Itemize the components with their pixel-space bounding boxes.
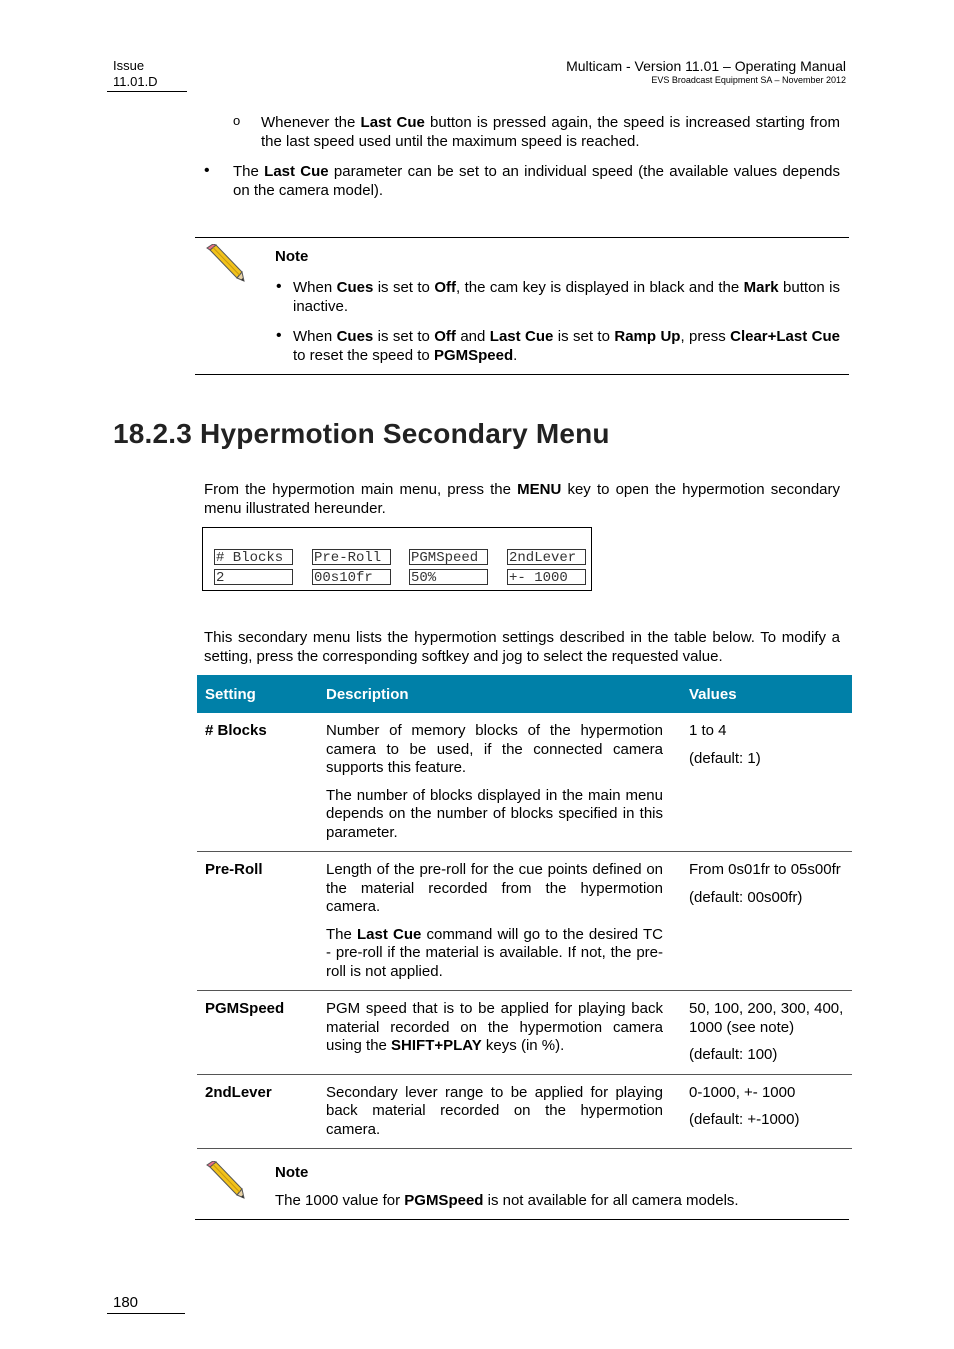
menu-value-blocks: 2 bbox=[214, 569, 293, 585]
text-run: When bbox=[293, 328, 337, 345]
bullet-marker: • bbox=[204, 162, 210, 179]
text-bold: MENU bbox=[517, 481, 562, 498]
menu-label-preroll: Pre-Roll bbox=[312, 549, 391, 565]
note-title: Note bbox=[275, 1164, 309, 1181]
text-run: to reset the speed to bbox=[293, 346, 434, 364]
setting-name: Pre-Roll bbox=[197, 852, 318, 991]
table-intro-paragraph: This secondary menu lists the hypermotion settings described in the table below. To modify a setting, press the corresponding softkey and jog to select the requested value. bbox=[204, 629, 840, 665]
text-run: command will go to the desired TC - pre-roll if the material is available. If not, the pre-roll is not applied. bbox=[326, 925, 663, 980]
document-subtitle: EVS Broadcast Equipment SA – November 2012 bbox=[651, 75, 846, 85]
pencil-icon bbox=[204, 244, 246, 282]
setting-values bbox=[681, 713, 852, 852]
text-bold: Last Cue bbox=[357, 925, 422, 943]
table-row bbox=[197, 852, 852, 991]
text-bold: SHIFT+PLAY bbox=[391, 1037, 482, 1054]
issue-label: Issue bbox=[113, 58, 145, 73]
text-run: The bbox=[326, 925, 357, 943]
setting-description bbox=[318, 991, 681, 1075]
description-text bbox=[326, 926, 663, 982]
note-item-2 bbox=[293, 328, 840, 365]
settings-table bbox=[197, 675, 852, 1149]
menu-value-preroll: 00s10fr bbox=[312, 569, 391, 585]
section-intro-paragraph bbox=[204, 481, 840, 518]
text-run: button is inactive. bbox=[293, 279, 841, 315]
text-run: PGM speed that is to be applied for playing back material recorded on the hypermotion camera using the bbox=[326, 1000, 663, 1054]
default-value: (default: +-1000) bbox=[689, 1111, 800, 1128]
text-run: , press bbox=[680, 328, 731, 345]
menu-label-pgmspeed: PGMSpeed bbox=[409, 549, 488, 565]
text-bold: Cues bbox=[336, 328, 374, 345]
description-text: Length of the pre-roll for the cue points defined on the material recorded from the hypermotion camera. bbox=[326, 861, 663, 915]
text-bold: PGMSpeed bbox=[404, 1192, 484, 1209]
sub-bullet-marker: o bbox=[233, 113, 241, 128]
document-title-block bbox=[566, 58, 846, 86]
text-run: is not available for all camera models. bbox=[483, 1192, 739, 1209]
header-setting: Setting bbox=[197, 675, 318, 713]
text-bold: Last Cue bbox=[489, 328, 554, 345]
setting-values bbox=[681, 1074, 852, 1149]
sub-bullet-text bbox=[261, 114, 840, 151]
header-divider bbox=[107, 91, 187, 92]
table-header-row bbox=[197, 675, 852, 713]
description-text bbox=[326, 1000, 663, 1056]
table-row bbox=[197, 1074, 852, 1149]
values-text: From 0s01fr to 05s00fr bbox=[689, 861, 841, 878]
menu-value-2ndlever: +- 1000 bbox=[507, 569, 586, 585]
description-text: Secondary lever range to be applied for playing back material recorded on the hypermotion camera. bbox=[326, 1083, 663, 1138]
bullet-text bbox=[233, 163, 840, 200]
header-values: Values bbox=[681, 675, 852, 713]
text-run: The bbox=[233, 163, 265, 180]
values-text: 50, 100, 200, 300, 400, 1000 (see note) bbox=[689, 1000, 844, 1036]
setting-name: # Blocks bbox=[197, 713, 318, 852]
text-run: button is pressed again, the speed is increased starting from the last speed used until the maximum speed is reached. bbox=[261, 114, 840, 150]
footer-divider bbox=[107, 1313, 185, 1314]
pencil-icon bbox=[204, 1161, 246, 1199]
text-bold: Clear+Last Cue bbox=[730, 328, 840, 345]
text-bold: Cues bbox=[336, 279, 374, 296]
text-run: parameter can be set to an individual speed (the available values depends on the camera model). bbox=[233, 163, 841, 199]
description-text: Number of memory blocks of the hypermotion camera to be used, if the connected camera supports this feature. bbox=[326, 722, 663, 776]
note-title: Note bbox=[275, 248, 309, 265]
section-heading: 18.2.3 Hypermotion Secondary Menu bbox=[113, 418, 610, 449]
text-run: is set to bbox=[373, 328, 435, 345]
setting-values bbox=[681, 852, 852, 991]
text-run: When bbox=[293, 279, 337, 296]
text-run: and bbox=[455, 328, 490, 345]
text-bold: PGMSpeed bbox=[433, 346, 514, 364]
default-value: (default: 100) bbox=[689, 1046, 778, 1063]
note-bottom-rule bbox=[195, 374, 849, 375]
text-bold: Ramp Up bbox=[614, 328, 681, 345]
note-top-rule bbox=[195, 237, 849, 238]
note-item-1 bbox=[293, 279, 840, 316]
header-description: Description bbox=[318, 675, 681, 713]
text-bold: Off bbox=[434, 328, 456, 345]
issue-number: 11.01.D bbox=[113, 74, 158, 89]
text-run: is set to bbox=[553, 328, 615, 345]
page-number: 180 bbox=[113, 1294, 139, 1311]
table-row bbox=[197, 713, 852, 852]
bullet-marker: • bbox=[276, 327, 282, 344]
text-run: keys (in %). bbox=[481, 1037, 565, 1054]
values-text: 1 to 4 bbox=[689, 722, 727, 739]
setting-values bbox=[681, 991, 852, 1075]
table-row bbox=[197, 991, 852, 1075]
text-bold: Last Cue bbox=[264, 163, 329, 180]
text-run: , the cam key is displayed in black and the bbox=[455, 279, 744, 296]
text-run: Whenever the bbox=[261, 114, 361, 131]
bullet-marker: • bbox=[276, 278, 282, 295]
menu-label-blocks: # Blocks bbox=[214, 549, 293, 565]
text-run: key to open the hypermotion secondary menu illustrated hereunder. bbox=[204, 481, 840, 517]
setting-description bbox=[318, 713, 681, 852]
text-run: is set to bbox=[373, 279, 435, 296]
text-run: . bbox=[513, 346, 518, 364]
default-value: (default: 1) bbox=[689, 749, 761, 767]
secondary-menu-display bbox=[202, 527, 592, 591]
setting-description bbox=[318, 1074, 681, 1149]
setting-name: 2ndLever bbox=[197, 1074, 318, 1149]
document-title: Multicam - Version 11.01 – Operating Manual bbox=[566, 58, 846, 74]
note-bottom-rule bbox=[195, 1219, 849, 1220]
issue-block bbox=[113, 58, 158, 90]
values-text: 0-1000, +- 1000 bbox=[689, 1083, 796, 1101]
text-bold: Last Cue bbox=[360, 114, 425, 131]
text-bold: Off bbox=[434, 279, 456, 296]
setting-description bbox=[318, 852, 681, 991]
text-run: From the hypermotion main menu, press the bbox=[204, 481, 518, 498]
description-text: The number of blocks displayed in the main menu depends on the number of blocks specified in this parameter. bbox=[326, 786, 663, 841]
text-bold: Mark bbox=[743, 279, 779, 296]
default-value: (default: 00s00fr) bbox=[689, 888, 803, 906]
note-text bbox=[275, 1192, 840, 1211]
menu-label-2ndlever: 2ndLever bbox=[507, 549, 586, 565]
setting-name: PGMSpeed bbox=[197, 991, 318, 1075]
text-run: The 1000 value for bbox=[275, 1192, 405, 1209]
menu-value-pgmspeed: 50% bbox=[409, 569, 488, 585]
